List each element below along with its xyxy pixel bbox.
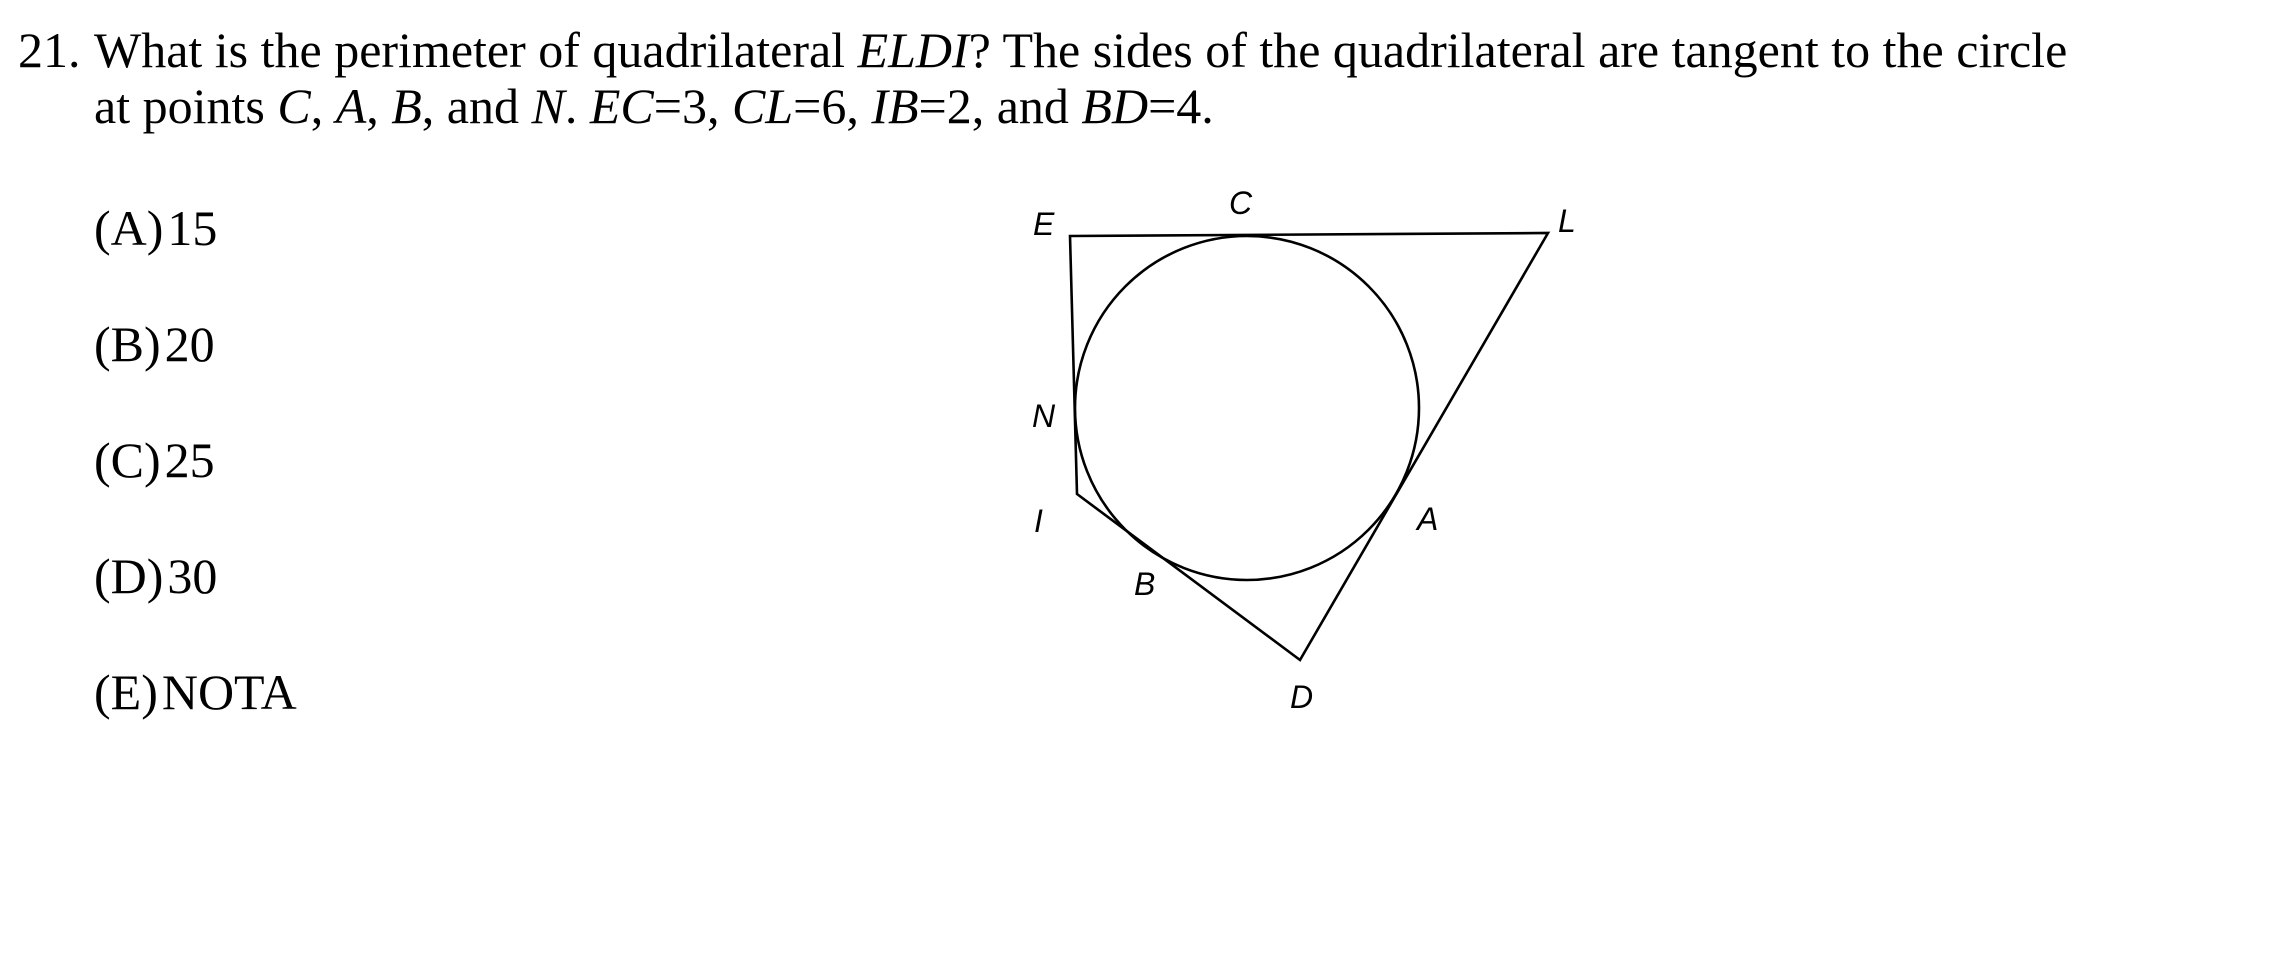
question-text-segment: N [531, 78, 565, 134]
question-text-segment: BD [1081, 78, 1149, 134]
question-line-1-text [94, 22, 2067, 78]
question-line-2 [18, 78, 2168, 134]
choice-value: 30 [167, 548, 218, 604]
choice-letter: (A) [94, 200, 164, 256]
choice-letter: (B) [94, 316, 161, 372]
question-text-segment: C [277, 78, 311, 134]
choice-value: 15 [167, 200, 218, 256]
label-i: I [1034, 503, 1043, 539]
question-text-segment: =6, [793, 78, 872, 134]
question-number: 21. [18, 22, 81, 78]
choice-value: 20 [164, 316, 215, 372]
inscribed-circle [1075, 236, 1419, 580]
quadrilateral-eldi [1070, 233, 1548, 660]
question-text-segment: , and [421, 78, 532, 134]
label-d: D [1290, 679, 1314, 715]
question-text-segment: . [564, 78, 590, 134]
label-n: N [1032, 398, 1056, 434]
label-l: L [1558, 203, 1576, 239]
question-text-segment: ELDI [857, 22, 969, 78]
question-text-segment: , [310, 78, 336, 134]
choice-value: NOTA [161, 664, 297, 720]
choice-letter: (C) [94, 432, 161, 488]
question-text-segment: =4. [1148, 78, 1214, 134]
question-text-segment: =2, and [918, 78, 1082, 134]
choice-d[interactable] [94, 548, 217, 604]
question-text-segment: =3, [653, 78, 732, 134]
question-text-segment: ? The sides of the quadrilateral are tangent to the circle [968, 22, 2068, 78]
question-line-1 [18, 22, 2168, 78]
question-text-segment: at points [94, 78, 278, 134]
label-e: E [1033, 206, 1055, 242]
choice-value: 25 [164, 432, 215, 488]
question-text-segment: EC [589, 78, 654, 134]
label-c: C [1229, 185, 1253, 221]
choice-e[interactable] [94, 664, 297, 720]
label-b: B [1134, 566, 1156, 602]
choice-a[interactable] [94, 200, 217, 256]
choice-c[interactable] [94, 432, 215, 488]
question-text-segment: What is the perimeter of quadrilateral [94, 22, 858, 78]
choice-letter: (E) [94, 664, 158, 720]
question-text-segment: CL [731, 78, 794, 134]
choice-b[interactable] [94, 316, 215, 372]
question-text-segment: , [366, 78, 392, 134]
question-text-segment: B [391, 78, 422, 134]
question [18, 22, 2168, 134]
question-text-segment: IB [871, 78, 919, 134]
label-a: A [1417, 501, 1439, 537]
question-text-segment: A [335, 78, 367, 134]
choice-letter: (D) [94, 548, 164, 604]
